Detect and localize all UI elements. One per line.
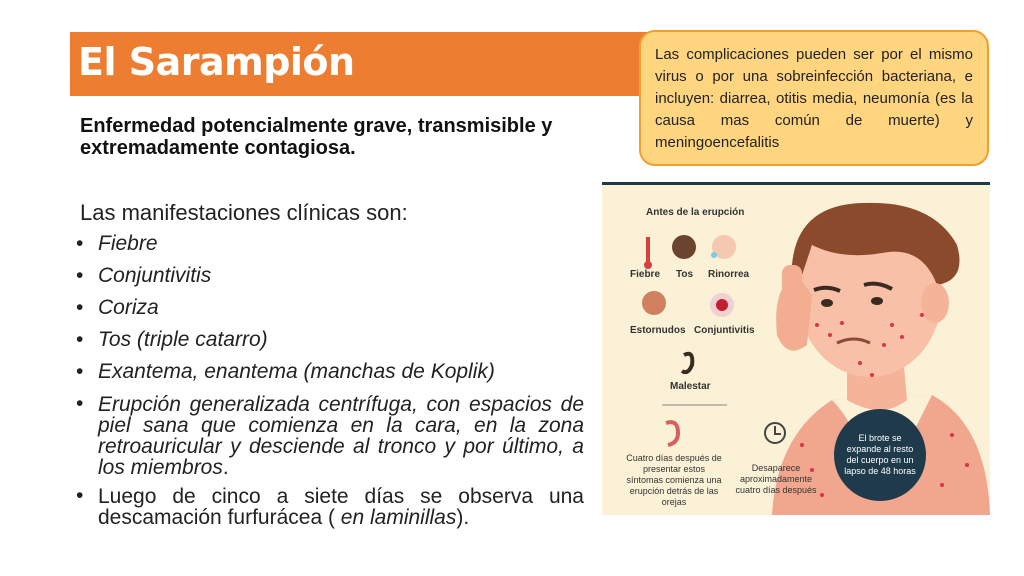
slide-subtitle: Enfermedad potencialmente grave, transmisible y extremadamente contagiosa. [80,115,553,159]
list-item: • Fiebre [76,232,158,255]
cough-icon [672,235,696,259]
spread-bubble: El brote se expande al resto del cuerpo en un lapso de 48 horas [834,409,926,501]
fever-label: Fiebre [630,269,661,280]
malaise-label: Malestar [670,381,711,392]
runny-nose-icon [711,235,736,259]
cough-label: Tos [676,269,694,280]
measles-infographic [602,182,990,515]
ear-note: Cuatro días después de presentar estos síntomas comienza una erupción detrás de las orejas [626,453,722,507]
slide-title: El Sarampión [78,40,355,84]
rhinorrhea-label: Rinorrea [708,269,750,280]
ear-icon [666,422,678,445]
list-item: • Erupción generalizada centrífuga, con espacios de piel sana que comienza en la cara, en la zona retroauricular y desciende al tronco y por último, a los miembros. [76,392,584,479]
before-rash-heading: Antes de la erupción [646,207,745,218]
list-item: • Coriza [76,296,159,319]
complications-callout: Las complicaciones pueden ser por el mismo virus o por una sobreinfección bacteriana, e incluyen: diarrea, otitis media, neumonía (es la causa mas común de muerte) y meningoencefalitis [639,30,989,166]
thermometer-icon [644,237,652,269]
sneeze-icon [642,291,666,315]
conjunctivitis-label: Conjuntivitis [694,325,755,336]
malaise-icon [682,354,692,372]
clock-icon [765,423,785,443]
list-item: • Exantema, enantema (manchas de Koplik) [76,360,495,383]
list-item: • Luego de cinco a siete días se observa una descamación furfurácea ( en laminillas). [76,484,584,529]
list-item: • Tos (triple catarro) [76,328,268,351]
symptom-list [76,228,584,536]
eye-icon [710,293,734,317]
sneezing-label: Estornudos [630,325,686,336]
manifestations-intro: Las manifestaciones clínicas son: [80,200,408,225]
list-item: • Conjuntivitis [76,264,212,287]
clock-note: Desaparece aproximadamente cuatro días después [735,463,817,495]
